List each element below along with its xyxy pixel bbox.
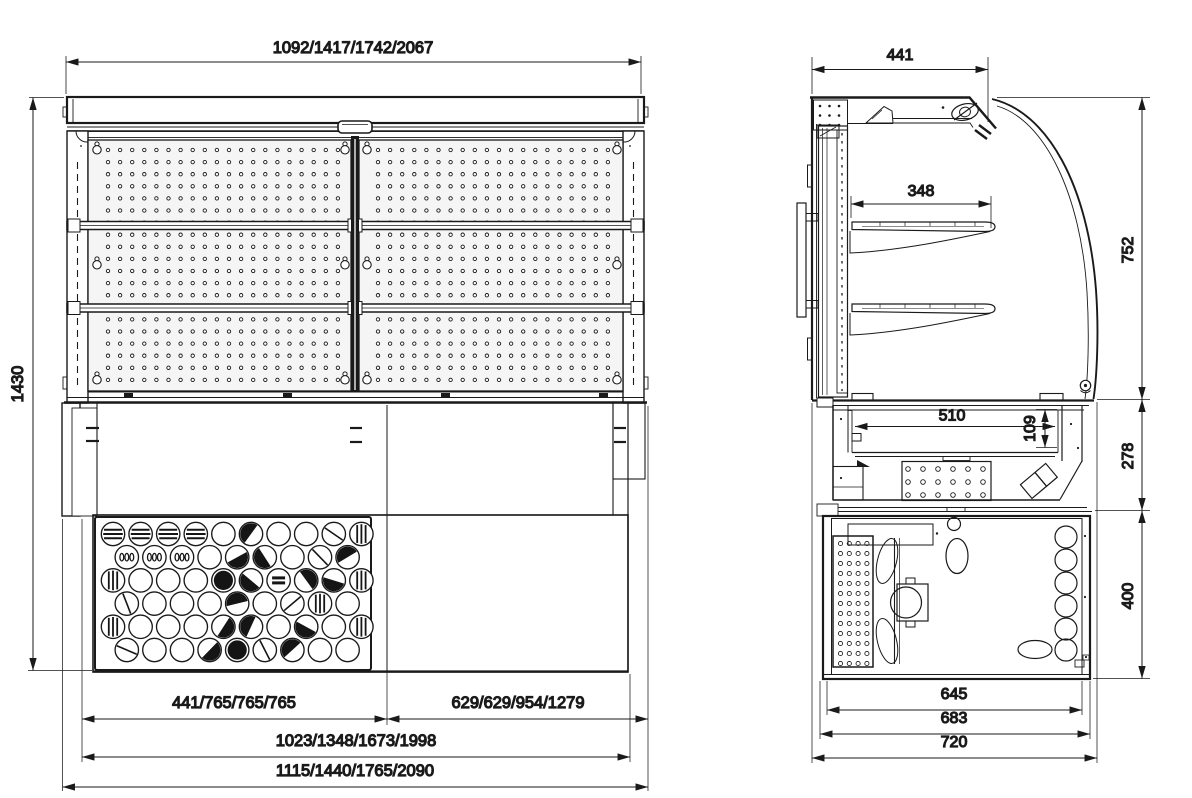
dim-side-well-width: 510: [938, 407, 966, 425]
glass-lock-icon: [1080, 380, 1090, 392]
dim-side-counter-height: 278: [1120, 442, 1137, 470]
well-perforated-plate: [906, 467, 986, 498]
side-curved-glass: [992, 99, 1097, 399]
front-case-bottom: [64, 392, 647, 403]
front-view: [9, 39, 648, 791]
dim-front-height: 1430: [9, 365, 27, 403]
front-ventilation-grille: [95, 517, 373, 670]
canopy-screws: [819, 105, 841, 127]
dim-front-bottom-overall: 1115/1440/1765/2090: [275, 762, 435, 780]
side-machine-compartment: [823, 516, 1090, 679]
drain-hole: [1018, 641, 1052, 659]
dim-front-bottom-left: 441/765/765/765: [172, 694, 296, 712]
fan-motor-circle: [891, 587, 922, 618]
front-center-divider: [351, 136, 359, 392]
side-mid-compartment: [833, 460, 1082, 501]
cable-hole: [946, 539, 968, 574]
evaporator-unit: [1020, 463, 1057, 498]
canopy-hinge-hook: [975, 125, 991, 139]
machine-tray: [848, 524, 933, 545]
dim-side-base-overall: 720: [940, 734, 968, 751]
side-canopy: [810, 98, 996, 140]
front-handle: [338, 121, 372, 133]
side-back-wall: [797, 98, 848, 400]
fan-blade-top: [872, 536, 902, 585]
dim-side-well-depth: 109: [1022, 415, 1039, 442]
dim-front-bottom-inner: 1023/1348/1673/1998: [275, 732, 437, 750]
dim-side-base-inner: 645: [940, 686, 968, 703]
dim-side-machine-height: 400: [1120, 582, 1137, 610]
dim-front-width-top: 1092/1417/1742/2067: [272, 39, 434, 57]
side-shelves: [850, 222, 995, 335]
dim-side-base-mid: 683: [940, 710, 968, 727]
dim-side-shelf-depth: 348: [907, 183, 935, 200]
dim-front-bottom-right: 629/629/954/1279: [451, 694, 585, 712]
dim-side-upper-height: 752: [1120, 236, 1137, 264]
dim-side-canopy-depth: 441: [886, 47, 914, 64]
fan-blade-bottom: [872, 616, 902, 665]
side-view: [797, 47, 1150, 763]
rear-vent-circles: [1055, 526, 1077, 661]
base-clip-marks: [86, 428, 626, 442]
side-base-band: [817, 504, 1092, 516]
condenser-holes: [838, 541, 869, 665]
fan-motor: [897, 584, 928, 621]
